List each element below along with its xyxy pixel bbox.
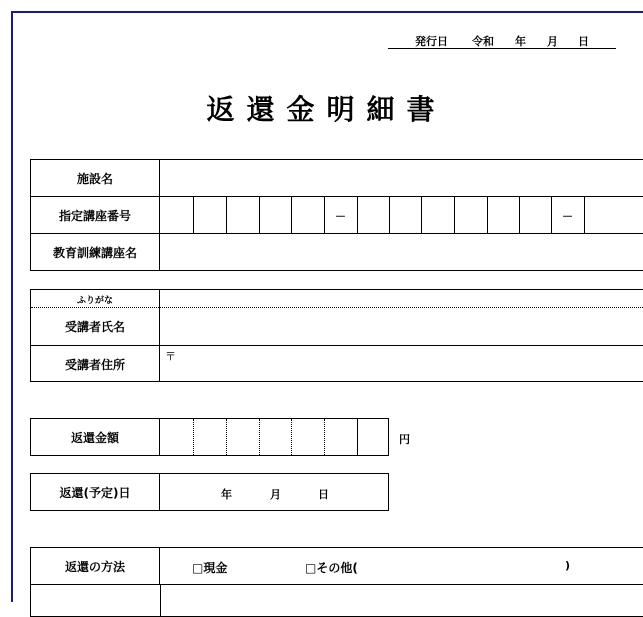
trainee-name-field[interactable] xyxy=(161,310,643,343)
trainee-address-row xyxy=(31,346,643,382)
trainee-name-label: 受講者氏名 xyxy=(31,308,160,345)
course-name-label: 教育訓練講座名 xyxy=(31,234,160,271)
refund-date-label: 返還(予定)日 xyxy=(31,474,160,510)
trainee-address-label: 受講者住所 xyxy=(31,346,160,382)
furigana-field[interactable] xyxy=(161,291,643,307)
refund-date-year: 年 xyxy=(221,488,232,501)
refund-method-label: 返還の方法 xyxy=(31,548,160,585)
cash-option-checkbox[interactable]: □現金 xyxy=(192,561,228,575)
refund-method-table xyxy=(30,547,643,617)
facility-name-label: 施設名 xyxy=(31,160,160,197)
trainee-name-row xyxy=(31,308,643,345)
trainee-table xyxy=(30,289,643,382)
refund-date-day: 日 xyxy=(318,488,329,501)
furigana-label: ふりがな xyxy=(31,290,160,308)
course-number-dash-1: － xyxy=(335,210,346,223)
yen-label: 円 xyxy=(399,433,410,446)
other-option-close-paren: ) xyxy=(565,559,571,572)
issue-date-line xyxy=(388,33,616,49)
furigana-row xyxy=(31,290,643,308)
issue-year: 年 xyxy=(515,35,526,48)
facility-table xyxy=(30,159,643,271)
facility-name-field[interactable] xyxy=(161,162,643,195)
refund-date-table xyxy=(30,473,389,511)
postal-mark: 〒 xyxy=(165,350,176,363)
refund-date-month: 月 xyxy=(270,488,281,501)
refund-amount-field[interactable] xyxy=(161,420,388,454)
other-option-checkbox[interactable]: □その他( xyxy=(305,561,358,575)
issue-era: 令和 xyxy=(472,35,494,48)
trainee-address-field[interactable] xyxy=(181,348,643,380)
refund-amount-label: 返還金額 xyxy=(31,419,160,455)
issue-month: 月 xyxy=(547,35,558,48)
course-name-field[interactable] xyxy=(161,236,643,269)
refund-amount-table xyxy=(30,418,389,456)
document-title: 返還金明細書 xyxy=(206,93,447,126)
course-name-row xyxy=(31,234,643,271)
course-number-dash-2: － xyxy=(562,210,573,223)
course-number-row xyxy=(31,197,643,234)
issue-date-label: 発行日 xyxy=(415,35,448,48)
facility-name-row xyxy=(31,160,643,197)
course-number-label: 指定講座番号 xyxy=(31,197,160,234)
issue-day: 日 xyxy=(578,35,589,48)
refund-method-row xyxy=(31,548,643,585)
